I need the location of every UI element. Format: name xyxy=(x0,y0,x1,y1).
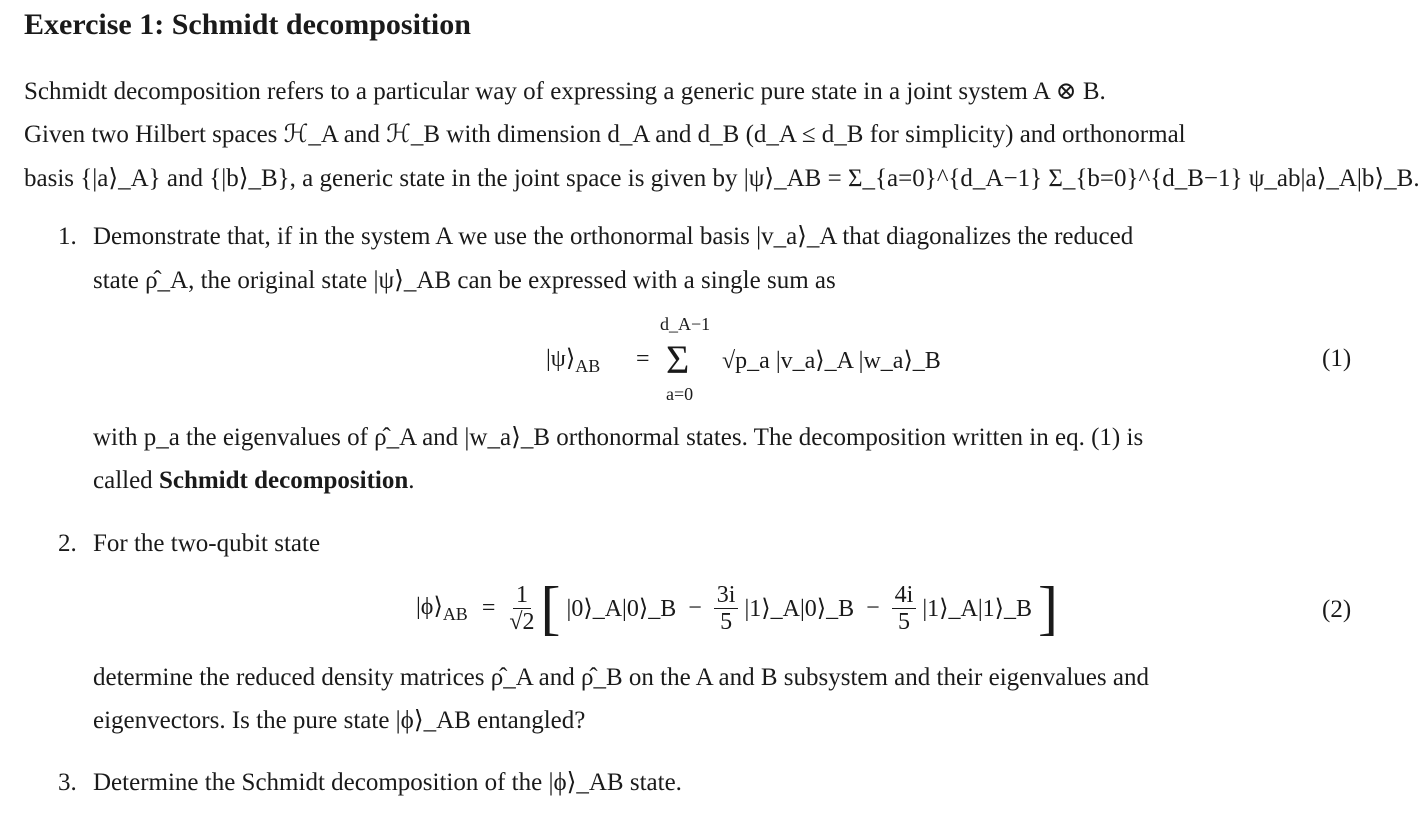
item-number: 2. xyxy=(58,530,77,557)
coefficient-3i-5: $\frac{3i}{5}$ xyxy=(714,582,739,635)
equation-1-number: (1) xyxy=(1322,345,1352,372)
equation-1-body: √p_a |v_a⟩_A |w_a⟩_B xyxy=(722,348,941,374)
equation-2-number: (2) xyxy=(1322,596,1352,623)
sum-symbol: Σ xyxy=(666,337,690,382)
exercise-title: Exercise 1: Schmidt decomposition xyxy=(24,8,471,41)
equation-2-lhs: $|\phi⟩_{AB}$ xyxy=(416,593,468,624)
item-3-line-1: Determine the Schmidt decomposition of the |ϕ⟩_AB state. xyxy=(93,769,682,796)
item-2-after-line-2: eigenvectors. Is the pure state |ϕ⟩_AB entangled? xyxy=(93,707,586,734)
equation-1-lhs: $|\psi⟩_{AB}$ xyxy=(546,346,601,376)
intro-line-3: basis {|a⟩_A} and {|b⟩_B}, a generic state in the joint space is given by |ψ⟩_AB = Σ_{a=0}^{d_A−1} Σ_{b=0}^{d_B−1} ψ_ab|a⟩_A|b⟩_B. xyxy=(24,165,1420,192)
item-1-line-1: Demonstrate that, if in the system A we use the orthonormal basis |v_a⟩_A that diagonalizes the reduced xyxy=(93,223,1134,250)
intro-line-2: Given two Hilbert spaces ℋ_A and ℋ_B with dimension d_A and d_B (d_A ≤ d_B for simplicity) and orthonormal xyxy=(24,121,1186,148)
sum-lower-limit: a=0 xyxy=(666,384,694,404)
left-bracket: [ xyxy=(540,575,561,641)
item-1-line-2: state ρ̂_A, the original state |ψ⟩_AB can be expressed with a single sum as xyxy=(93,267,836,294)
equation-1-equals: = xyxy=(636,346,650,372)
equation-2: $|\phi⟩_{AB}$ = $\frac{1}{√2}$ [ |0⟩_A|0⟩_B − $\frac{3i}{5}$ |1⟩_A|0⟩_B − $\frac{4i}{5}$ |1⟩_A|1⟩_B ] xyxy=(416,575,1059,641)
sum-upper-limit: d_A−1 xyxy=(660,314,711,334)
item-number: 3. xyxy=(58,769,77,796)
coefficient-4i-5: $\frac{4i}{5}$ xyxy=(892,582,917,635)
prefactor-fraction: $\frac{1}{√2}$ xyxy=(509,581,535,635)
right-bracket: ] xyxy=(1038,575,1059,641)
item-2-after-line-1: determine the reduced density matrices ρ̂_A and ρ̂_B on the A and B subsystem and their eigenvalues and xyxy=(93,664,1149,691)
intro-line-1: Schmidt decomposition refers to a particular way of expressing a generic pure state in a joint system A ⊗ B. xyxy=(24,78,1106,105)
item-2-line-1: For the two-qubit state xyxy=(93,530,321,557)
item-1-after-line-2: called Schmidt decomposition. xyxy=(93,467,415,494)
item-number: 1. xyxy=(58,223,77,250)
item-1-after-line-1: with p_a the eigenvalues of ρ̂_A and |w_a⟩_B orthonormal states. The decomposition written in eq. (1) is xyxy=(93,424,1144,451)
schmidt-decomposition-term: Schmidt decomposition xyxy=(158,467,409,494)
